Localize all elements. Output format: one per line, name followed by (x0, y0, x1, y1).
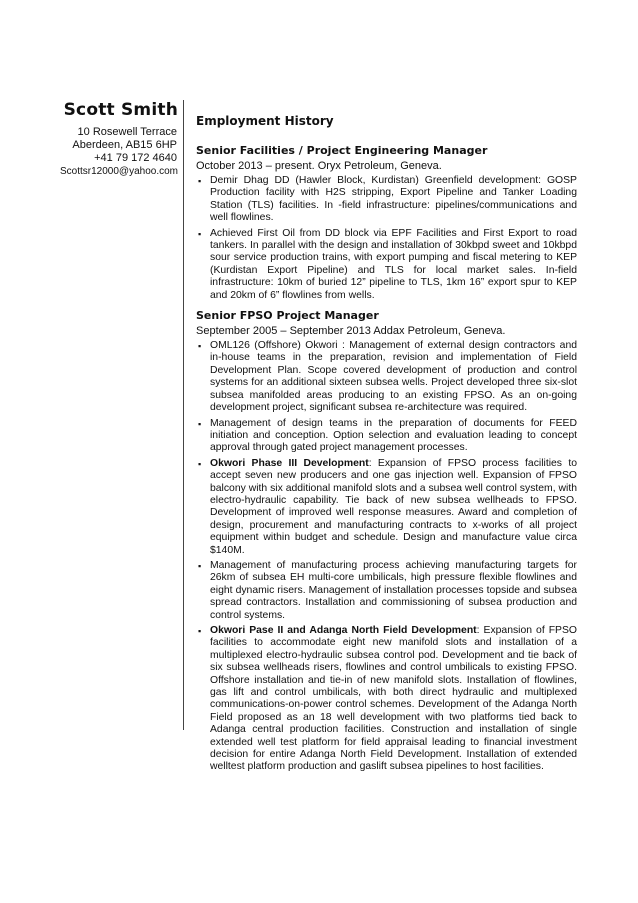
bullet-item (196, 418, 577, 455)
contact-column (0, 100, 181, 178)
bullet-text: Management of manufacturing process achieving manufacturing targets for 26km of subsea EH multi-core umbilicals, high pressure flexible flowlines and eight dynamic risers. Management of installation processes topside and subsea spread contractors. Installation and commissioning of subsea production and control systems. (210, 559, 577, 621)
job-title: Senior Facilities / Project Engineering Manager (196, 144, 488, 157)
bullet-icon: ▪ (198, 176, 202, 186)
bullet-item (196, 175, 577, 225)
job-entry (196, 144, 577, 302)
bullet-bold-text: Okwori Pase II and Adanga North Field Development (210, 625, 477, 636)
bullet-text: Management of design teams in the preparation of documents for FEED initiation and conception. Option selection and evaluation leading to concept approval through gated project management processes. (210, 417, 577, 454)
bullet-item (196, 340, 577, 414)
job-dates: September 2005 – September 2013 Addax Petroleum, Geneva. (196, 325, 506, 338)
job-bullets (196, 175, 577, 302)
column-divider (183, 100, 184, 730)
bullet-icon: ▪ (198, 458, 202, 469)
job-entry (196, 309, 577, 774)
email-address: Scottsr12000@yahoo.com (60, 166, 178, 177)
address-line-2: Aberdeen, AB15 6HP (72, 139, 177, 151)
address-line-1: 10 Rosewell Terrace (77, 126, 177, 138)
bullet-icon: ▪ (198, 228, 202, 239)
bullet-icon: ▪ (198, 341, 202, 352)
bullet-item (196, 228, 577, 302)
bullet-icon: ▪ (198, 626, 202, 636)
bullet-item (196, 458, 577, 557)
bullet-bold-text: Okwori Phase III Development (210, 457, 369, 469)
bullet-text: Demir Dhag DD (Hawler Block, Kurdistan) Greenfield development: GOSP Production facility with H2S stripping, Export Pipeline and Tanker Loading Station (TLS) facilities. In -field infrastructure: pipelines/communications and well flowlines. (210, 175, 577, 224)
job-title: Senior FPSO Project Manager (196, 309, 379, 323)
candidate-name: Scott Smith (63, 100, 178, 120)
bullet-icon: ▪ (198, 560, 202, 571)
bullet-item (196, 625, 577, 774)
bullet-text: : Expansion of FPSO facilities to accommodate eight new manifold slots and installation of a multiplexed electro-hydraulic subsea control pod. Development and tie back of six subsea wellheads risers, flowlines and control umbilicals to existing FPSO. Offshore installation and tie-in of new manifold slots. Installation of flowlines, gas lift and control umbilicals, with both direct hydraulic and multiplexed communications-on-power control schemes. Development of the Adanga North Field proposed as an 18 well development with two platforms tied back to Adanga central production facilities. Construction and installation of single extended well test platform for field appraisal leading to financial investment decision for entire Adanga North Field Development. Installation of extended welltest platform production and gaslift subsea pipelines to host facilities. (210, 625, 578, 773)
section-title: Employment History (196, 114, 334, 128)
job-dates: October 2013 – present. Oryx Petroleum, Geneva. (196, 160, 442, 172)
bullet-text: OML126 (Offshore) Okwori : Management of external design contractors and in-house teams in the preparation, revision and implementation of Field Development Plan. Scope covered development of production and control systems for an additional sixteen subsea wells. Project developed three six-slot subsea manifolded areas producing to an existing FPSO. As an on-going development project, significant subsea re-architecture was required. (210, 340, 577, 414)
bullet-item (196, 560, 577, 622)
bullet-text: Achieved First Oil from DD block via EPF Facilities and First Export to road tankers. In parallel with the design and installation of 30kbpd sweet and 10kbpd sour service production trains, with export pumping and fiscal metering to KEP (Kurdistan Export Pipeline) and TLS for local market sales. In-field infrastructure: 10km of buried 12” pipeline to TLS, 1km 16” export spur to KEP and 20km of 6” flowlines from wells. (210, 227, 577, 301)
phone-number: +41 79 172 4640 (94, 152, 177, 164)
bullet-text: : Expansion of FPSO process facilities to accept seven new producers and one gas injection well. Expansion of FPSO balcony with six additional manifold slots and a subsea well control system, with electro-hydraulic capability. Tie back of new subsea wellheads to FPSO. Development of improved well response measures. Award and completion of design, procurement and manufacturing contracts to x-works of all project equipment within budget and schedule. Design and manufacture value circa $140M. (210, 457, 577, 556)
job-bullets (196, 340, 577, 774)
employment-section (196, 114, 577, 781)
bullet-icon: ▪ (198, 418, 202, 429)
